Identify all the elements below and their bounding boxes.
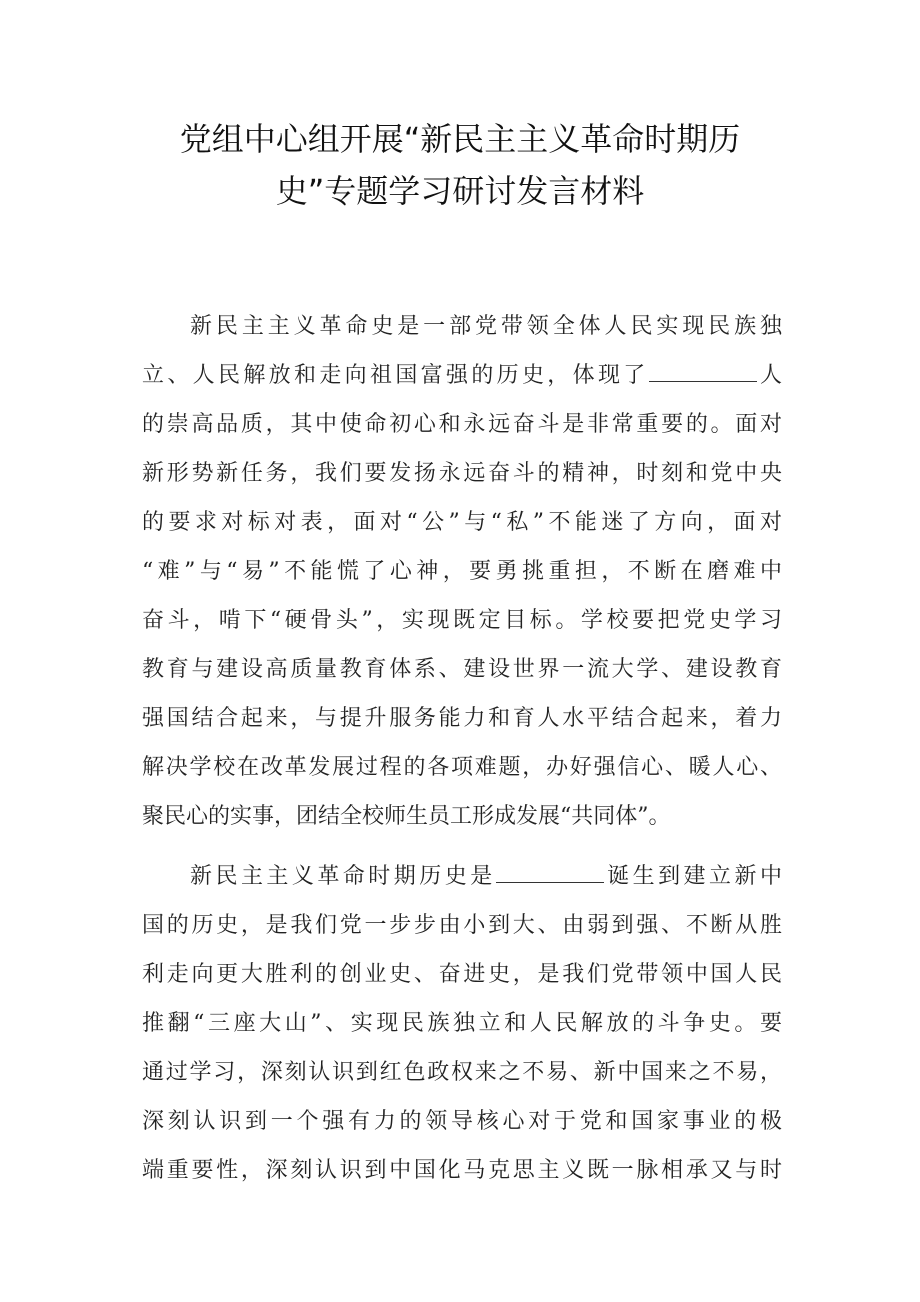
paragraph-line: 聚民心的实事，团结全校师生员工形成发展“共同体”。 xyxy=(142,804,671,829)
paragraph-line: 推翻“三座大山”、实现民族独立和人民解放的斗争史。要 xyxy=(142,1011,782,1036)
paragraph-line: 解决学校在改革发展过程的各项难题，办好强信心、暖人心、 xyxy=(142,755,782,780)
paragraph-line: 新形势新任务，我们要发扬永远奋斗的精神，时刻和党中央 xyxy=(142,461,782,486)
paragraph-line: 教育与建设高质量教育体系、建设世界一流大学、建设教育 xyxy=(142,657,782,682)
line-text: 人 xyxy=(756,363,782,388)
paragraph-1 xyxy=(142,302,782,841)
paragraph-line: 的要求对标对表，面对“公”与“私”不能迷了方向，面对 xyxy=(142,510,782,535)
title-line: 史”专题学习研讨发言材料 xyxy=(275,172,645,210)
paragraph-line: 奋斗，啃下“硬骨头”，实现既定目标。学校要把党史学习 xyxy=(142,608,782,633)
paragraph-line: 国的历史，是我们党一步步由小到大、由弱到强、不断从胜 xyxy=(142,913,782,938)
paragraph-line: 新民主主义革命史是一部党带领全体人民实现民族独 xyxy=(190,314,782,339)
title-line: 党组中心组开展“新民主主义革命时期历 xyxy=(179,120,741,158)
fill-in-blank xyxy=(649,363,757,382)
document-title xyxy=(120,113,800,217)
paragraph-line xyxy=(142,852,782,901)
paragraph-line: “难”与“易”不能慌了心神，要勇挑重担，不断在磨难中 xyxy=(142,559,782,584)
fill-in-blank xyxy=(496,864,604,883)
line-text: 立、人民解放和走向祖国富强的历史，体现了 xyxy=(142,363,649,388)
paragraph-line xyxy=(142,351,782,400)
paragraph-line: 的崇高品质，其中使命初心和永远奋斗是非常重要的。面对 xyxy=(142,412,782,437)
paragraph-line: 通过学习，深刻认识到红色政权来之不易、新中国来之不易， xyxy=(142,1060,782,1085)
line-text: 新民主主义革命时期历史是 xyxy=(190,864,496,889)
paragraph-line: 强国结合起来，与提升服务能力和育人水平结合起来，着力 xyxy=(142,706,782,731)
paragraph-2 xyxy=(142,852,782,1195)
paragraph-line: 利走向更大胜利的创业史、奋进史，是我们党带领中国人民 xyxy=(142,962,782,987)
paragraph-line: 深刻认识到一个强有力的领导核心对于党和国家事业的极 xyxy=(142,1109,782,1134)
paragraph-line: 端重要性，深刻认识到中国化马克思主义既一脉相承又与时 xyxy=(142,1158,782,1183)
line-text: 诞生到建立新中 xyxy=(603,864,782,889)
